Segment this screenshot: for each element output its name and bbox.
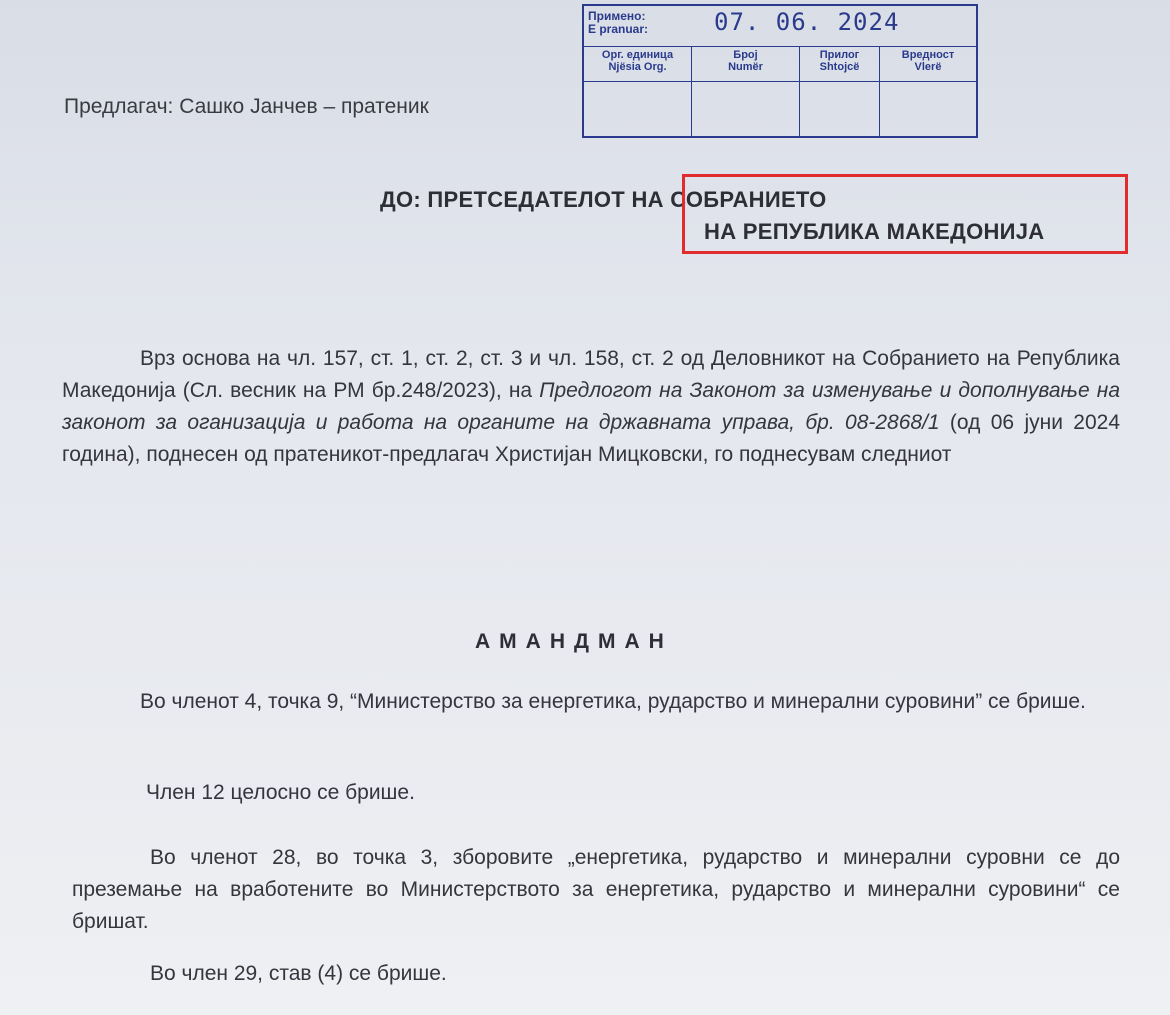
stamp-col-label: Орг. единица: [601, 49, 674, 61]
stamp-col-number: [692, 46, 800, 82]
addressee-start: ДО: ПРЕТСЕДАТЕЛОТ: [380, 187, 632, 212]
proposer-line: Предлагач: Сашко Јанчев – пратеник: [64, 95, 429, 118]
intro-bill-title: Предлогот на Законот за изменување и дополнување на законот за оганизација и работа на органите на државната управа, бр. 08-2868/1: [62, 379, 1120, 434]
stamp-col-label: Прилог: [819, 49, 860, 61]
stamp-received-label: [588, 10, 648, 36]
intro-part-2: (од 06 јуни 2024 година), поднесен од пратеникот-предлагач Христијан Мицковски, го поднесувам следниот: [62, 411, 1120, 466]
addressee-line-2: НА РЕПУБЛИКА МАКЕДОНИЈА: [704, 219, 1045, 244]
received-stamp: [582, 4, 978, 138]
stamp-col-attachment: [800, 46, 880, 82]
addressee-end: НА СОБРАНИЕТО: [631, 187, 827, 212]
amendment-item-2: Член 12 целосно се брише.: [146, 781, 415, 804]
amendment-item-4: Во член 29, став (4) се брише.: [150, 962, 447, 985]
amendment-item-text: Во членот 28, во точка 3, зборовите „енергетика, рударство и минерални суровни се до преземање на вработените во Министерството за енергетика, рударство и минерални суровини“ се бришат.: [72, 846, 1120, 933]
stamp-col-label: Број: [733, 49, 758, 61]
amendment-title: АМАНДМАН: [475, 630, 673, 653]
stamp-col-label: Njësia Org.: [608, 61, 667, 73]
stamp-cell: [800, 82, 880, 136]
red-highlight-box: [682, 174, 1128, 254]
stamp-cell: [692, 82, 800, 136]
stamp-col-org-unit: [584, 46, 692, 82]
stamp-col-value: [880, 46, 976, 82]
stamp-col-label: Numër: [728, 61, 763, 73]
stamp-received-mk: Примено:: [588, 9, 646, 23]
stamp-col-label: Вредност: [901, 49, 955, 61]
amendment-item-text: Во членот 4, точка 9, “Министерство за енергетика, рударство и минерални суровини” се брише.: [140, 690, 1086, 713]
amendment-item-1: [62, 686, 1120, 718]
stamp-date-row: [584, 6, 976, 47]
intro-part-1: Врз основа на чл. 157, ст. 1, ст. 2, ст. 3 и чл. 158, ст. 2 од Деловникот на Собранието на Република Македонија (Сл. весник на РМ бр.248/2023), на: [62, 347, 1120, 402]
amendment-item-3: [72, 842, 1120, 938]
stamp-col-label: Shtojcë: [819, 61, 860, 73]
stamp-date: 07. 06. 2024: [714, 8, 900, 36]
intro-paragraph: [62, 343, 1120, 471]
stamp-received-sq: E pranuar:: [588, 22, 649, 36]
stamp-col-label: Vlerë: [914, 61, 942, 73]
stamp-cell: [584, 82, 692, 136]
